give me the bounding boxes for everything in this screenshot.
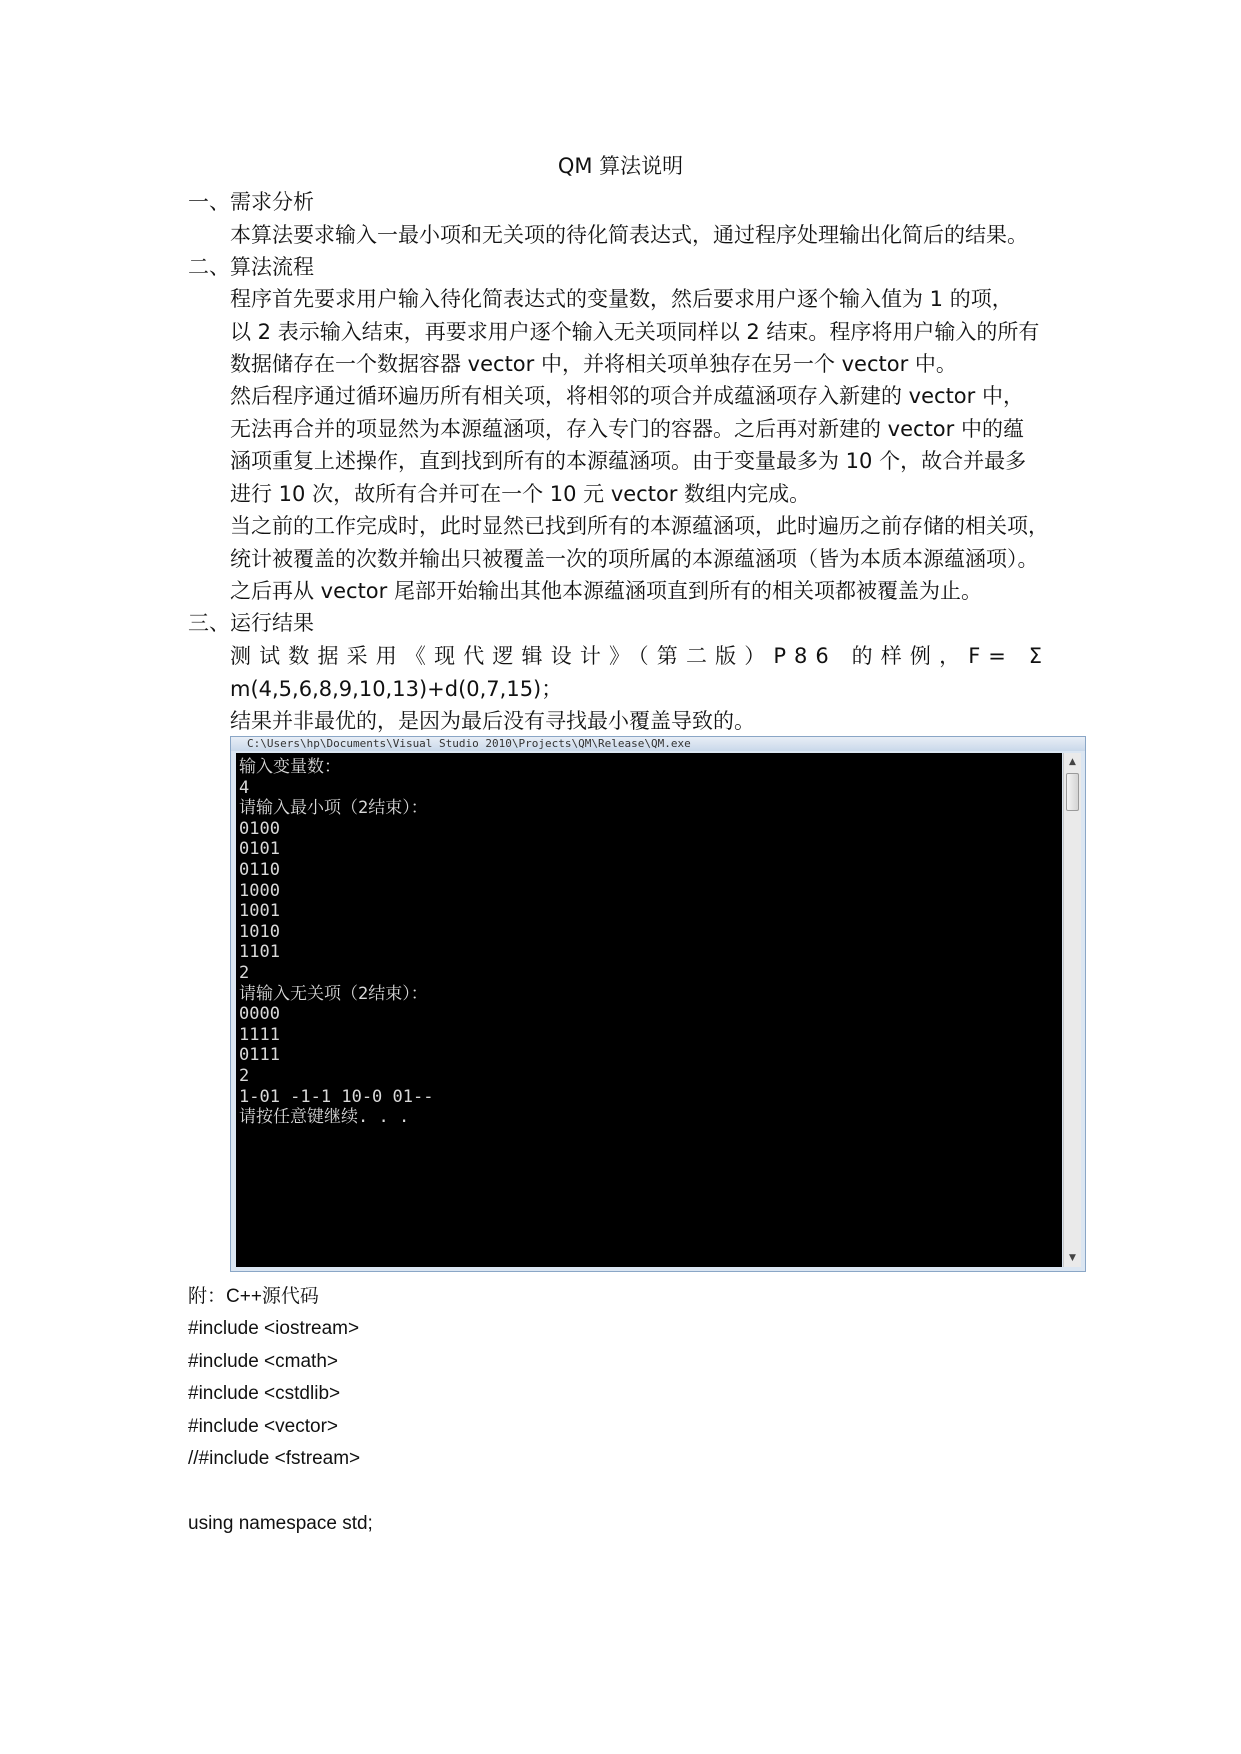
console-line: 0100 (239, 818, 280, 839)
scroll-up-arrow-icon[interactable]: ▲ (1069, 757, 1076, 767)
console-output (236, 753, 1062, 1267)
console-line: 1111 (239, 1024, 280, 1045)
code-line: using namespace std; (188, 1512, 373, 1534)
console-line: 1101 (239, 942, 280, 963)
scroll-thumb[interactable] (1066, 773, 1079, 811)
paragraph-line: 本算法要求输入一最小项和无关项的待化简表达式，通过程序处理输出化简后的结果。 (230, 223, 1028, 247)
section-heading-algorithm-flow: 二、算法流程 (188, 255, 314, 279)
code-line: #include <cmath> (188, 1350, 338, 1372)
code-line (188, 1475, 373, 1507)
paragraph-line: 进行 10 次，故所有合并可在一个 10 元 vector 数组内完成。 (230, 481, 811, 506)
paragraph-requirements (230, 219, 1050, 252)
console-line: 0101 (239, 839, 280, 860)
console-window-screenshot (230, 736, 1086, 1272)
console-line: 1001 (239, 901, 280, 922)
paragraph-test-data (230, 640, 1050, 705)
paragraph-line: m(4,5,6,8,9,10,13)+d(0,7,15)； (230, 676, 563, 701)
console-scrollbar[interactable] (1063, 753, 1081, 1267)
console-line: 1-01 -1-1 10-0 01-- (239, 1086, 434, 1107)
console-line: 请输入最小项（2结束）： (239, 798, 428, 819)
console-line: 2 (239, 962, 250, 983)
code-line: #include <iostream> (188, 1318, 360, 1340)
paragraph-line: 涵项重复上述操作，直到找到所有的本源蕴涵项。由于变量最多为 10 个，故合并最多 (230, 449, 1027, 473)
scroll-down-arrow-icon[interactable]: ▼ (1069, 1253, 1076, 1263)
paragraph-line: 数据储存在一个数据容器 vector 中，并将相关项单独存在另一个 vector 中。 (230, 352, 957, 376)
paragraph-line: 无法再合并的项显然为本源蕴涵项，存入专门的容器。之后再对新建的 vector 中的蕴 (230, 416, 1024, 441)
console-line: 1000 (239, 880, 280, 901)
document-title: QM 算法说明 (557, 154, 684, 178)
appendix-heading: 附：C++源代码 (188, 1286, 319, 1307)
paragraph-line: 结果并非最优的，是因为最后没有寻找最小覆盖导致的。 (230, 709, 755, 733)
paragraph-line: 然后程序通过循环遍历所有相关项，将相邻的项合并成蕴涵项存入新建的 vector 中， (230, 384, 1024, 408)
code-line: #include <cstdlib> (188, 1383, 341, 1405)
paragraph-cover-process (230, 510, 1050, 608)
paragraph-line: 测试数据采用《现代逻辑设计》（第二版）P86 的样例，F= Σ (230, 644, 1050, 668)
console-titlebar: C:\Users\hp\Documents\Visual Studio 2010\Projects\QM\Release\QM.exe (231, 737, 1085, 751)
section-heading-results: 三、运行结果 (188, 611, 314, 635)
appendix-source-code (188, 1281, 373, 1540)
code-line: #include <vector> (188, 1415, 338, 1437)
paragraph-line: 以 2 表示输入结束，再要求用户逐个输入无关项同样以 2 结束。程序将用户输入的所有 (230, 319, 1040, 344)
paragraph-merge-process (230, 380, 1050, 510)
paragraph-result-note (230, 705, 1050, 738)
paragraph-input-process (230, 283, 1050, 381)
console-text (239, 757, 433, 1128)
console-line: 请输入无关项（2结束）： (239, 983, 428, 1004)
console-line: 输入变量数： (239, 757, 341, 777)
console-line: 请按任意键继续. . . (239, 1107, 410, 1128)
console-line: 0111 (239, 1045, 280, 1066)
paragraph-line: 程序首先要求用户输入待化简表达式的变量数，然后要求用户逐个输入值为 1 的项， (230, 287, 1013, 311)
paragraph-line: 之后再从 vector 尾部开始输出其他本源蕴涵项直到所有的相关项都被覆盖为止。 (230, 579, 982, 603)
code-line: //#include <fstream> (188, 1447, 361, 1469)
console-line: 0110 (239, 859, 280, 880)
console-line: 0000 (239, 1004, 280, 1025)
console-line: 4 (239, 777, 250, 798)
paragraph-line: 当之前的工作完成时，此时显然已找到所有的本源蕴涵项，此时遍历之前存储的相关项， (230, 514, 1049, 538)
paragraph-line: 统计被覆盖的次数并输出只被覆盖一次的项所属的本源蕴涵项（皆为本质本源蕴涵项）。 (230, 546, 1039, 571)
console-line: 1010 (239, 921, 280, 942)
section-heading-requirements: 一、需求分析 (188, 190, 314, 214)
console-line: 2 (239, 1065, 250, 1086)
